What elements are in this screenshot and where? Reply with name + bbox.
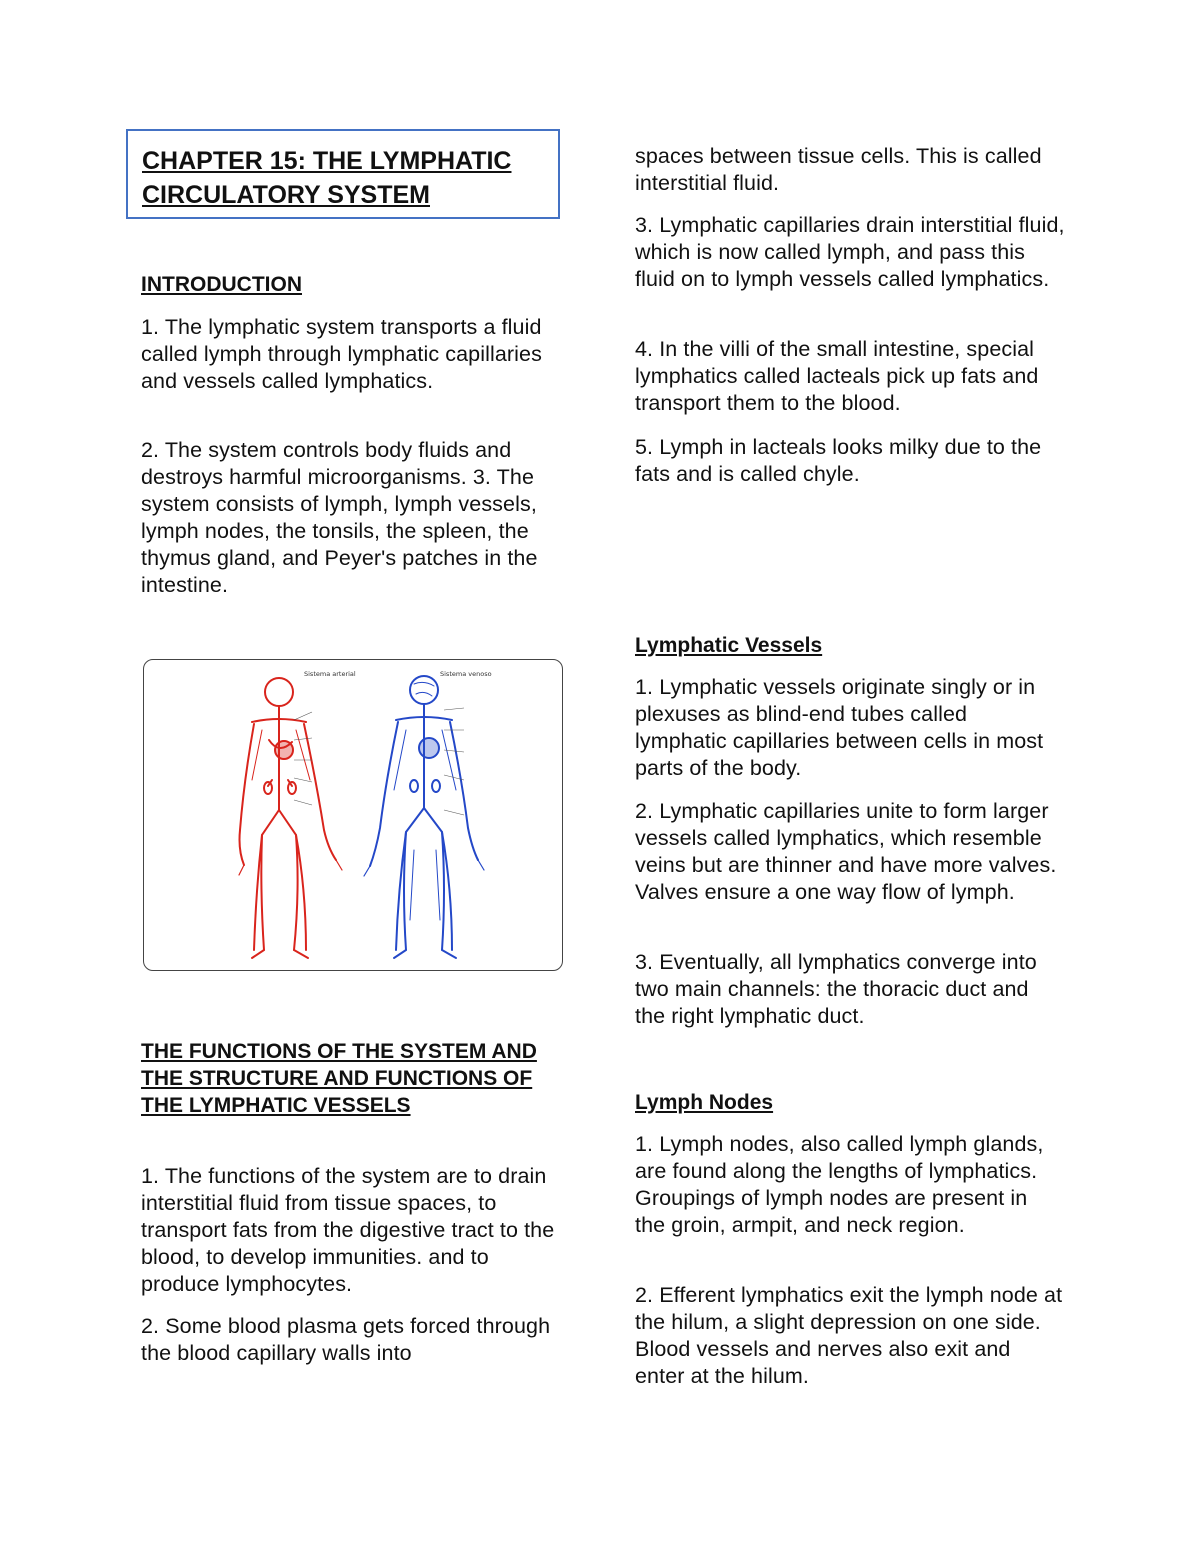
intro-paragraph-2: 2. The system controls body fluids and destroys harmful microorganisms. 3. The system consists of lymph, lymph vessels, lymph nodes, the tonsils, the spleen, the thymus gland, and Peyer's patches in the intestine. <box>141 438 538 597</box>
venous-body-figure <box>364 676 484 958</box>
circulatory-illustration <box>144 660 563 971</box>
right-paragraph-3: 3. Lymphatic capillaries drain interstitial fluid, which is now called lymph, and pass this fluid on to lymph vessels called lymphatics. <box>635 213 1065 291</box>
arterial-body-figure <box>239 678 342 958</box>
vessels-paragraph-1: 1. Lymphatic vessels originate singly or in plexuses as blind-end tubes called lymphatic capillaries between cells in most parts of the body. <box>635 675 1044 780</box>
functions-heading: THE FUNCTIONS OF THE SYSTEM AND THE STRUCTURE AND FUNCTIONS OF THE LYMPHATIC VESSELS <box>141 1040 537 1117</box>
figure-label-venous: Sistema venoso <box>440 670 492 678</box>
right-paragraph-5: 5. Lymph in lacteals looks milky due to the fats and is called chyle. <box>635 435 1042 486</box>
right-paragraph-4: 4. In the villi of the small intestine, special lymphatics called lacteals pick up fats and transport them to the blood. <box>635 337 1039 415</box>
functions-paragraph-1: 1. The functions of the system are to drain interstitial fluid from tissue spaces, to transport fats from the digestive tract to the blood, to develop immunities. and to produce lymphocytes. <box>141 1164 555 1296</box>
vessels-paragraph-3: 3. Eventually, all lymphatics converge into two main channels: the thoracic duct and the right lymphatic duct. <box>635 950 1037 1028</box>
nodes-heading: Lymph Nodes <box>635 1091 774 1114</box>
nodes-paragraph-2: 2. Efferent lymphatics exit the lymph node at the hilum, a slight depression on one side. Blood vessels and nerves also exit and enter at the hilum. <box>635 1283 1063 1388</box>
nodes-paragraph-1: 1. Lymph nodes, also called lymph glands, are found along the lengths of lymphatics. Groupings of lymph nodes are present in the groin, armpit, and neck region. <box>635 1132 1044 1237</box>
intro-heading: INTRODUCTION <box>141 273 302 296</box>
vessels-paragraph-2: 2. Lymphatic capillaries unite to form larger vessels called lymphatics, which resemble veins but are thinner and have more valves. Valves ensure a one way flow of lymph. <box>635 799 1057 904</box>
functions-paragraph-2: 2. Some blood plasma gets forced through the blood capillary walls into <box>141 1314 551 1365</box>
figure-label-arterial: Sistema arterial <box>304 670 356 678</box>
intro-paragraph-1: 1. The lymphatic system transports a fluid called lymph through lymphatic capillaries and vessels called lymphatics. <box>141 315 542 393</box>
vessels-heading: Lymphatic Vessels <box>635 634 823 657</box>
circulatory-figure <box>143 659 563 971</box>
right-continued-paragraph: spaces between tissue cells. This is called interstitial fluid. <box>635 144 1042 195</box>
chapter-title-box <box>126 129 560 219</box>
chapter-title: CHAPTER 15: THE LYMPHATIC CIRCULATORY SYSTEM <box>142 147 512 209</box>
